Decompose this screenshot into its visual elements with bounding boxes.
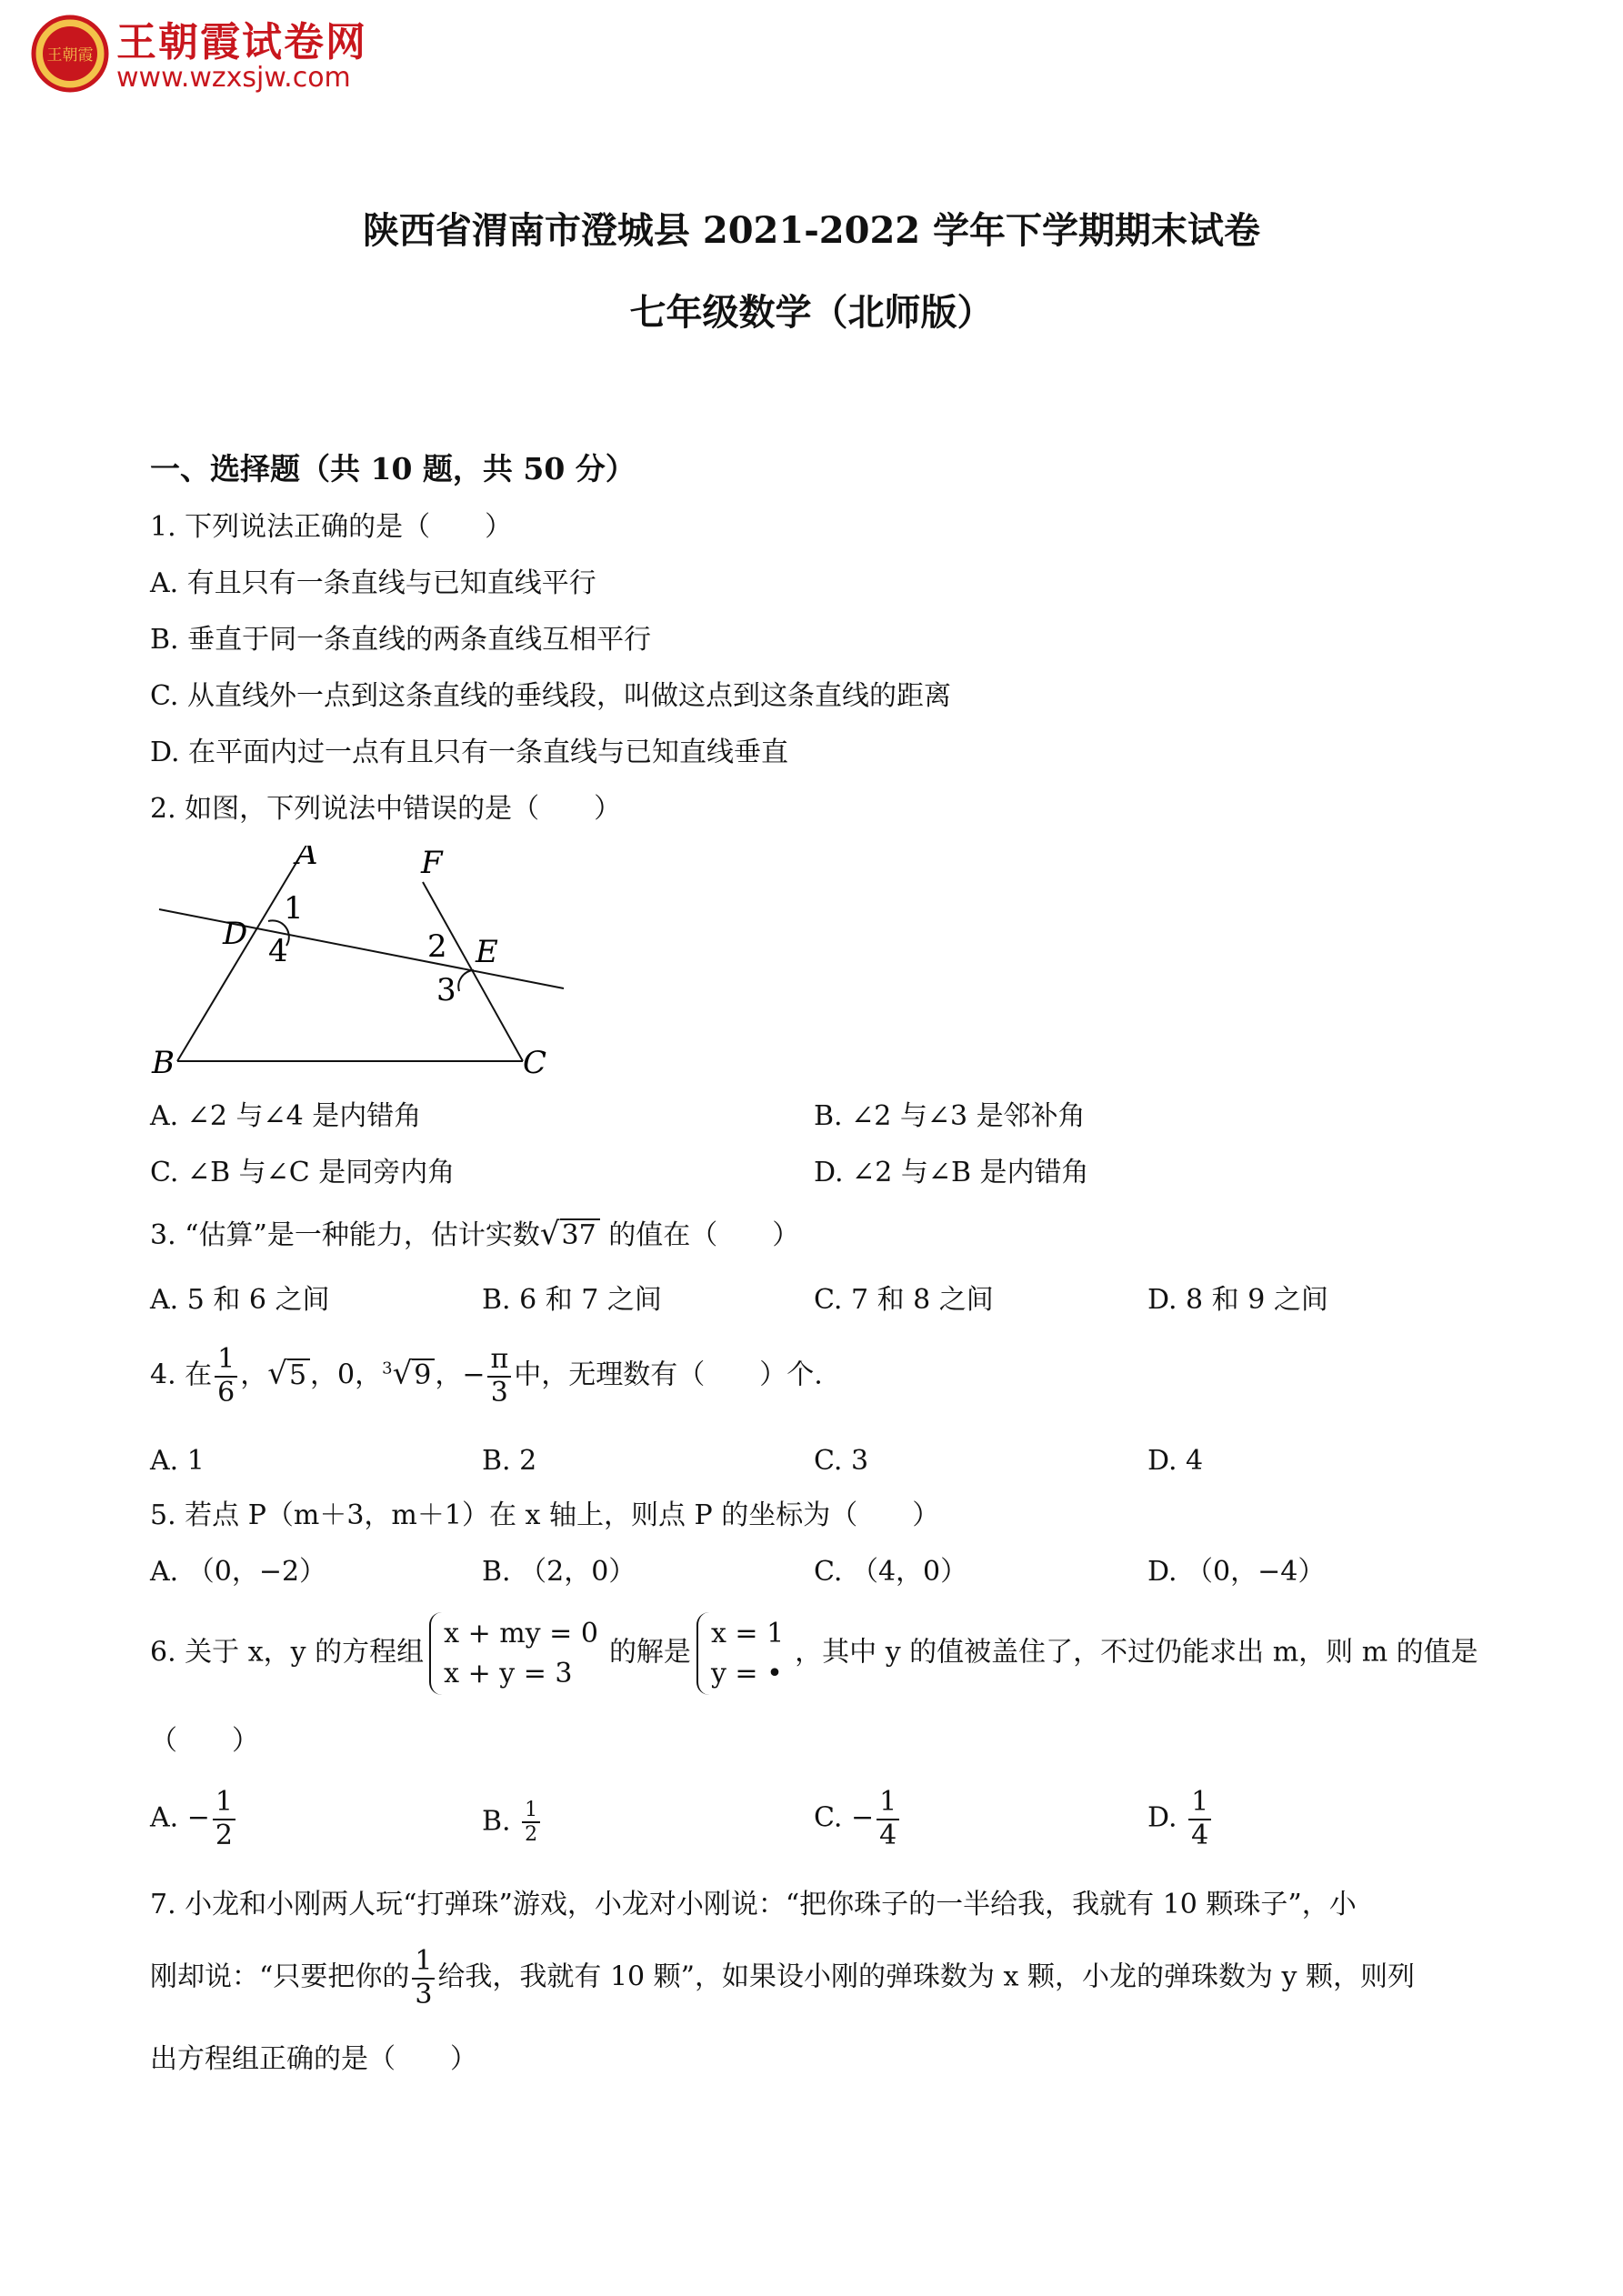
brand-logo-seal <box>29 13 111 95</box>
q6-b-den: 2 <box>525 1823 538 1847</box>
q6-a-label: A. <box>150 1801 179 1834</box>
q2-geometry-figure <box>150 846 577 1082</box>
q1-option-b: B. 垂直于同一条直线的两条直线互相平行 <box>150 624 652 656</box>
q6-c-label: C. <box>814 1801 843 1834</box>
q6-c-sign: − <box>850 1801 875 1834</box>
q6-b-label: B. <box>482 1805 511 1838</box>
q2-stem: 2. 如图，下列说法中错误的是（ ） <box>150 793 622 825</box>
q3-option-a: A. 5 和 6 之间 <box>150 1284 330 1316</box>
q6-d-label: D. <box>1147 1801 1177 1834</box>
q6-option-a <box>150 1787 238 1851</box>
fig-angle-4: 4 <box>268 933 288 969</box>
fig-angle-3: 3 <box>436 972 456 1008</box>
fig-angle-1: 1 <box>284 890 304 927</box>
q4-option-a: A. 1 <box>150 1445 205 1477</box>
q4-zero: 0 <box>337 1359 356 1391</box>
brand-name: 王朝霞试卷网 <box>116 19 367 65</box>
brand-url[interactable]: www.wzxsjw.com <box>116 62 351 94</box>
q6-equation-system <box>429 1612 604 1695</box>
q7-line2-post: 给我，我就有 10 颗”，如果设小刚的弹珠数为 x 颗，小龙的弹珠数为 y 颗，则列 <box>437 1960 1416 1993</box>
fig-label-c: C <box>523 1045 547 1081</box>
fig-label-e: E <box>476 934 498 970</box>
q6-d-num: 1 <box>1188 1787 1211 1820</box>
sqrt-icon: √ <box>539 1216 560 1252</box>
fig-label-a: A <box>296 846 318 872</box>
q2-option-c: C. ∠B 与∠C 是同旁内角 <box>150 1157 456 1188</box>
q7-frac-num: 1 <box>412 1946 435 1980</box>
q5-option-d: D. （0，−4） <box>1147 1556 1326 1588</box>
q3-stem-post: 的值在（ ） <box>608 1219 800 1251</box>
q4-frac-num: 1 <box>215 1344 237 1378</box>
q2-option-d: D. ∠2 与∠B 是内错角 <box>814 1157 1089 1188</box>
q6-sol1: x = 1 <box>710 1618 785 1649</box>
q6-a-num: 1 <box>213 1787 235 1820</box>
q7-fraction <box>412 1946 435 2010</box>
q6-sol2: y = • <box>710 1657 783 1689</box>
q3-stem <box>150 1218 799 1250</box>
q4-option-c: C. 3 <box>814 1445 869 1477</box>
seal-text: 王朝霞 <box>46 46 94 65</box>
q6-a-sign: − <box>186 1801 210 1834</box>
q4-post: 中，无理数有（ ）个. <box>514 1359 823 1391</box>
fig-label-b: B <box>152 1045 175 1081</box>
q6-d-den: 4 <box>1191 1819 1209 1851</box>
q6-b-num: 1 <box>522 1799 540 1823</box>
q2-option-b: B. ∠2 与∠3 是邻补角 <box>814 1100 1086 1132</box>
q4-sqrt5: 5 <box>287 1359 310 1390</box>
q1-option-d: D. 在平面内过一点有且只有一条直线与已知直线垂直 <box>150 737 789 768</box>
q6-option-c <box>814 1787 902 1851</box>
q4-option-b: B. 2 <box>482 1445 537 1477</box>
q4-frac-den: 6 <box>217 1376 235 1409</box>
q7-line3: 出方程组正确的是（ ） <box>150 2043 477 2075</box>
q2-option-a: A. ∠2 与∠4 是内错角 <box>150 1100 422 1132</box>
q6-d-fraction <box>1188 1787 1211 1851</box>
q1-option-a: A. 有且只有一条直线与已知直线平行 <box>150 567 596 599</box>
q4-pi: π <box>487 1344 511 1378</box>
q5-option-c: C. （4，0） <box>814 1556 968 1588</box>
q4-pi-den: 3 <box>490 1376 508 1409</box>
q6-option-d <box>1147 1787 1214 1851</box>
section-heading: 一、选择题（共 10 题，共 50 分） <box>150 451 636 486</box>
q6-b-fraction <box>522 1799 540 1847</box>
q5-option-a: A. （0，−2） <box>150 1556 327 1588</box>
q4-minus: − <box>462 1359 486 1391</box>
q5-option-b: B. （2，0） <box>482 1556 636 1588</box>
cbrt-icon: √ <box>392 1355 413 1392</box>
q7-line1: 7. 小龙和小刚两人玩“打弹珠”游戏，小龙对小刚说：“把你珠子的一半给我，我就有 10 颗珠子”，小 <box>150 1889 1357 1920</box>
fig-label-d: D <box>223 916 248 952</box>
q4-stem <box>150 1344 823 1409</box>
q3-option-d: D. 8 和 9 之间 <box>1147 1284 1328 1316</box>
q6-option-b <box>482 1799 543 1847</box>
q6-c-den: 4 <box>879 1819 897 1851</box>
q6-stem <box>150 1612 1478 1695</box>
sqrt-icon: √ <box>267 1355 287 1392</box>
q4-cbrt-index: 3 <box>382 1359 393 1379</box>
fig-label-f: F <box>421 846 443 881</box>
q5-stem: 5. 若点 P（m＋3，m＋1）在 x 轴上，则点 P 的坐标为（ ） <box>150 1499 940 1531</box>
q4-fraction-pi-3 <box>487 1344 511 1409</box>
q3-radicand: 37 <box>560 1218 600 1250</box>
q4-option-d: D. 4 <box>1147 1445 1204 1477</box>
q1-stem: 1. 下列说法正确的是（ ） <box>150 511 513 543</box>
q7-line2 <box>150 1946 1415 2010</box>
q6-c-num: 1 <box>877 1787 899 1820</box>
q6-post: ，其中 y 的值被盖住了，不过仍能求出 m，则 m 的值是 <box>795 1636 1478 1669</box>
fig-angle-2: 2 <box>427 928 447 965</box>
q3-stem-pre: 3. “估算”是一种能力，估计实数 <box>150 1219 540 1251</box>
q3-option-c: C. 7 和 8 之间 <box>814 1284 994 1316</box>
q7-line2-pre: 刚却说：“只要把你的 <box>150 1960 410 1993</box>
q4-sep-3: ， <box>355 1359 383 1391</box>
q6-eq1: x + my = 0 <box>444 1618 598 1649</box>
q6-a-den: 2 <box>215 1819 233 1851</box>
exam-subtitle: 七年级数学（北师版） <box>629 291 994 334</box>
q4-sep-2: ， <box>310 1359 338 1391</box>
q6-a-fraction <box>213 1787 235 1851</box>
q6-paren: （ ） <box>150 1725 259 1757</box>
q4-sep-1: ， <box>240 1359 268 1391</box>
q6-solution-system <box>696 1612 789 1695</box>
exam-title: 陕西省渭南市澄城县 2021-2022 学年下学期期末试卷 <box>362 209 1261 252</box>
q4-fraction-1-6 <box>215 1344 237 1409</box>
q3-option-b: B. 6 和 7 之间 <box>482 1284 662 1316</box>
q6-pre: 6. 关于 x，y 的方程组 <box>150 1636 425 1669</box>
q6-c-fraction <box>877 1787 899 1851</box>
q7-frac-den: 3 <box>415 1978 433 2010</box>
q4-pre: 4. 在 <box>150 1359 213 1391</box>
q6-mid: 的解是 <box>608 1636 691 1669</box>
q4-sep-4: ， <box>435 1359 463 1391</box>
q1-option-c: C. 从直线外一点到这条直线的垂线段，叫做这点到这条直线的距离 <box>150 680 951 712</box>
q4-cbrt-radicand: 9 <box>412 1359 435 1390</box>
q6-eq2: x + y = 3 <box>444 1657 573 1689</box>
